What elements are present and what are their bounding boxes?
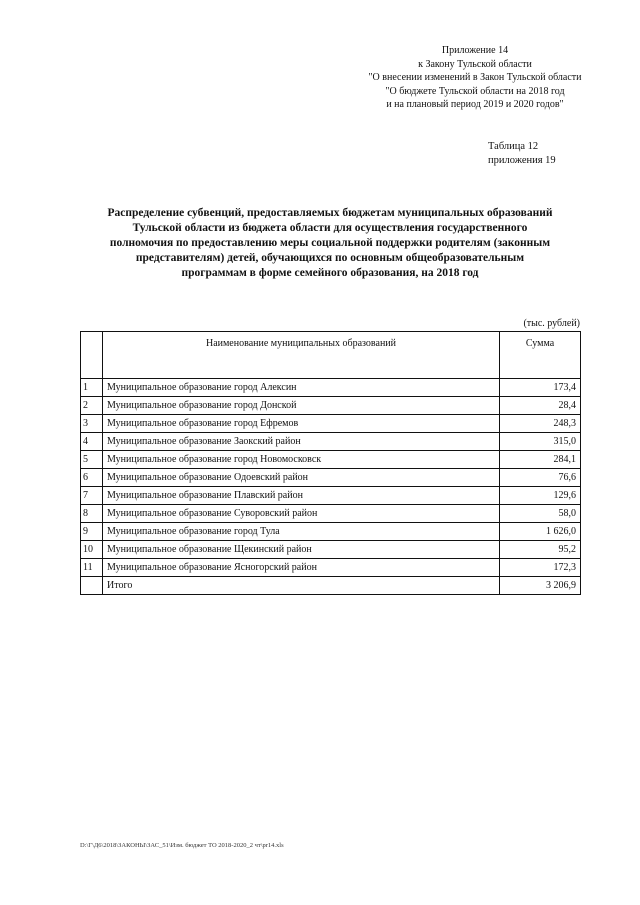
table-row [81,469,581,487]
table-row [81,397,581,415]
row-name: Муниципальное образование Щекинский район [103,541,500,559]
table-header-row [81,332,581,379]
table-row [81,433,581,451]
row-sum: 284,1 [500,451,581,469]
table-row [81,559,581,577]
row-sum: 1 626,0 [500,523,581,541]
appendix-reference [360,44,590,112]
appendix-line: Приложение 14 [441,45,509,56]
header-number-cell [81,332,103,379]
row-sum: 28,4 [500,397,581,415]
document-title [80,206,580,281]
row-number: 11 [81,559,103,577]
row-number: 5 [81,451,103,469]
row-number: 2 [81,397,103,415]
row-name: Муниципальное образование город Алексин [103,379,500,397]
title-line: программам в форме семейного образования, на 2018 год [181,267,479,279]
row-number: 10 [81,541,103,559]
file-path-footer: D:\Г\Д6\2018\ЗАКОНЫ\ЗАС_51\Изм. бюджет ТО 2018-2020_2 чт\pr14.xls [80,842,284,849]
appendix-line: и на плановый период 2019 и 2020 годов" [386,99,564,110]
row-number: 1 [81,379,103,397]
row-name: Муниципальное образование Одоевский район [103,469,500,487]
appendix-line: "О бюджете Тульской области на 2018 год [385,85,565,97]
row-number: 3 [81,415,103,433]
title-line: Распределение субвенций, предоставляемых бюджетам муниципальных образований [107,207,553,219]
table-row [81,451,581,469]
row-number: 7 [81,487,103,505]
title-line: Тульской области из бюджета области для осуществления государственного [132,222,528,234]
row-number: 9 [81,523,103,541]
row-name: Муниципальное образование город Новомосковск [103,451,500,469]
row-sum: 172,3 [500,559,581,577]
row-number: 6 [81,469,103,487]
table-row [81,415,581,433]
row-sum: 95,2 [500,541,581,559]
total-label: Итого [103,577,500,595]
table-total-row [81,577,581,595]
title-line: полномочия по предоставлению меры социальной поддержки родителям (законным [109,237,551,249]
row-sum: 248,3 [500,415,581,433]
row-sum: 315,0 [500,433,581,451]
row-sum: 58,0 [500,505,581,523]
row-name: Муниципальное образование Суворовский район [103,505,500,523]
table-row [81,523,581,541]
header-sum-cell: Сумма [500,332,581,379]
row-name: Муниципальное образование город Ефремов [103,415,500,433]
total-number-cell [81,577,103,595]
units-label: (тыс. рублей) [523,318,580,329]
row-name: Муниципальное образование город Тула [103,523,500,541]
table-row [81,505,581,523]
row-number: 4 [81,433,103,451]
row-sum: 129,6 [500,487,581,505]
table-reference [488,140,588,168]
total-sum: 3 206,9 [500,577,581,595]
appendix-line: к Закону Тульской области [418,58,532,70]
row-name: Муниципальное образование Ясногорский район [103,559,500,577]
appendix-line: "О внесении изменений в Закон Тульской области [368,72,582,83]
row-number: 8 [81,505,103,523]
row-sum: 173,4 [500,379,581,397]
title-line: представителям) детей, обучающихся по основным общеобразовательным [135,252,525,264]
table-row [81,379,581,397]
table-row [81,487,581,505]
table-reference-line: Таблица 12 [488,141,539,152]
table-reference-line: приложения 19 [488,155,556,166]
row-name: Муниципальное образование Заокский район [103,433,500,451]
table-row [81,541,581,559]
header-name-cell: Наименование муниципальных образований [103,332,500,379]
row-name: Муниципальное образование город Донской [103,397,500,415]
subvention-table [80,331,581,595]
row-sum: 76,6 [500,469,581,487]
row-name: Муниципальное образование Плавский район [103,487,500,505]
